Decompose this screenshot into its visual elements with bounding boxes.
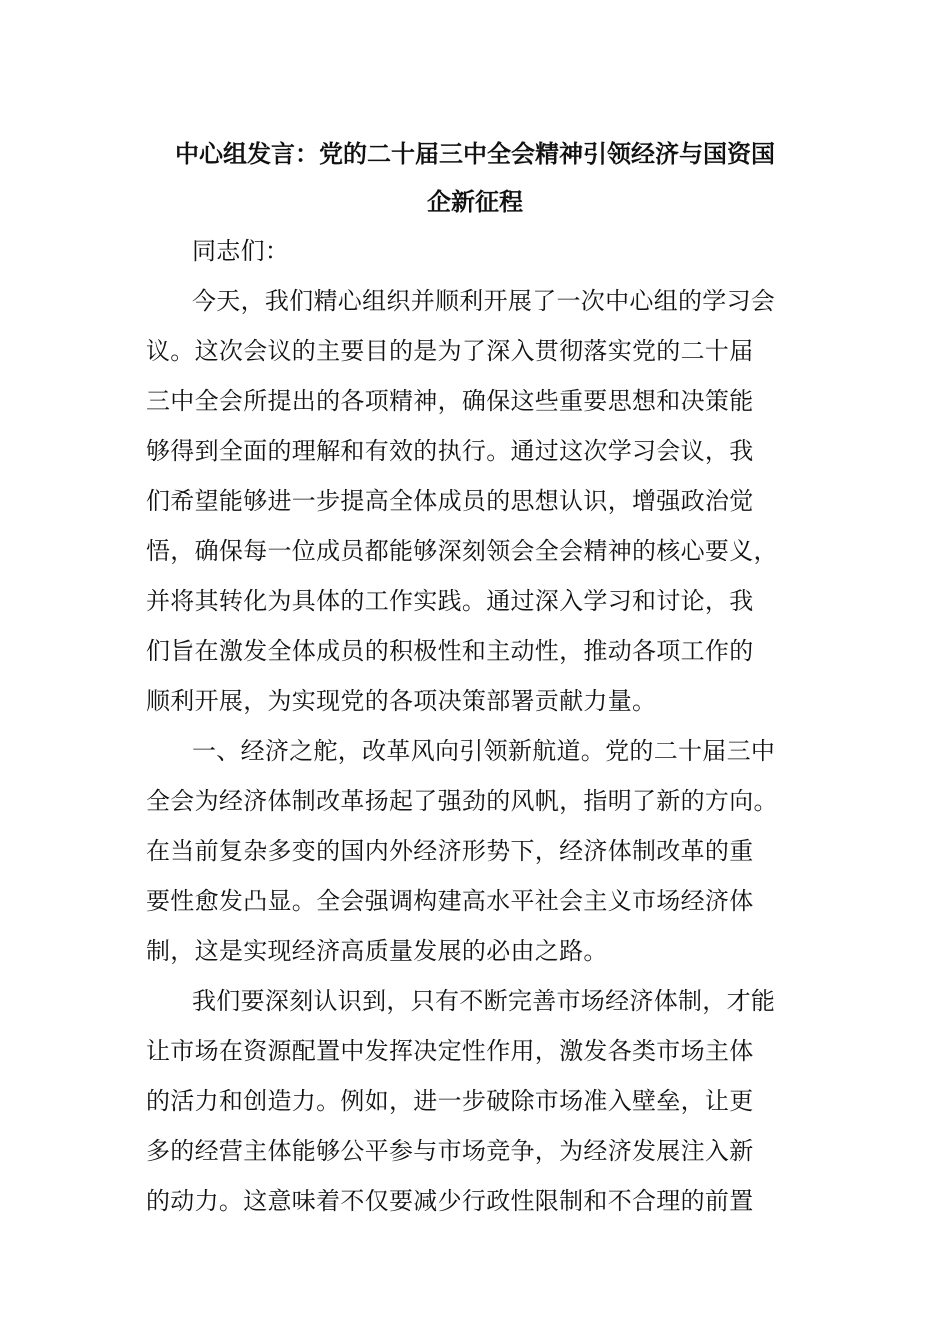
paragraph-2-line: 全会为经济体制改革扬起了强劲的风帆，指明了新的方向。	[146, 787, 778, 815]
paragraph-1-line: 议。这次会议的主要目的是为了深入贯彻落实党的二十届	[146, 337, 754, 365]
paragraph-3-line: 的动力。这意味着不仅要减少行政性限制和不合理的前置	[146, 1187, 754, 1215]
paragraph-1-line: 悟，确保每一位成员都能够深刻领会全会精神的核心要义，	[146, 537, 778, 565]
paragraph-2-line: 在当前复杂多变的国内外经济形势下，经济体制改革的重	[146, 837, 754, 865]
paragraph-1-line: 们希望能够进一步提高全体成员的思想认识，增强政治觉	[146, 487, 754, 515]
document-title-line-1: 中心组发言：党的二十届三中全会精神引领经济与国资国	[175, 140, 775, 168]
paragraph-1-line: 顺利开展，为实现党的各项决策部署贡献力量。	[146, 687, 657, 715]
paragraph-1-line: 今天，我们精心组织并顺利开展了一次中心组的学习会	[192, 287, 776, 315]
paragraph-3-line: 我们要深刻认识到，只有不断完善市场经济体制，才能	[192, 987, 776, 1015]
paragraph-1-line: 并将其转化为具体的工作实践。通过深入学习和讨论，我	[146, 587, 754, 615]
paragraph-3-line: 让市场在资源配置中发挥决定性作用，激发各类市场主体	[146, 1037, 754, 1065]
paragraph-2-line: 要性愈发凸显。全会强调构建高水平社会主义市场经济体	[146, 887, 754, 915]
salutation: 同志们：	[192, 237, 290, 265]
paragraph-2-line: 一、经济之舵，改革风向引领新航道。党的二十届三中	[192, 737, 776, 765]
paragraph-1-line: 们旨在激发全体成员的积极性和主动性，推动各项工作的	[146, 637, 754, 665]
document-body	[146, 226, 806, 1226]
paragraph-1-line: 三中全会所提出的各项精神，确保这些重要思想和决策能	[146, 387, 754, 415]
paragraph-3-line: 多的经营主体能够公平参与市场竞争，为经济发展注入新	[146, 1137, 754, 1165]
document-title-line-2: 企新征程	[427, 188, 523, 216]
paragraph-1-line: 够得到全面的理解和有效的执行。通过这次学习会议，我	[146, 437, 754, 465]
paragraph-2-line: 制，这是实现经济高质量发展的必由之路。	[146, 937, 608, 965]
paragraph-3-line: 的活力和创造力。例如，进一步破除市场准入壁垒，让更	[146, 1087, 754, 1115]
